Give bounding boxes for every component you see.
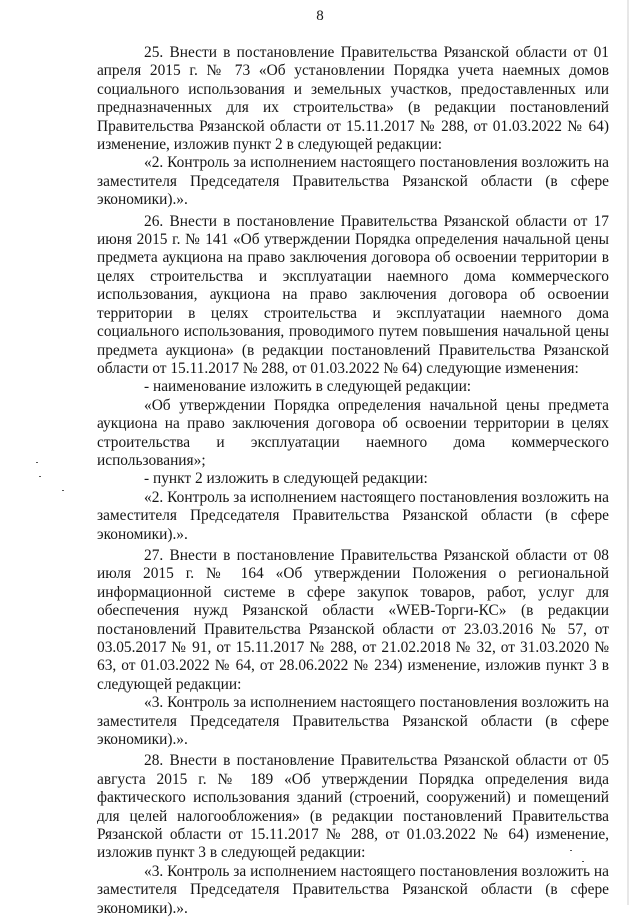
paragraph-item-27: 27. Внести в постановление Правительства Рязанской области от 08 июля 2015 г. № 164 «Об утверждении Положения о региональной информационной системе в сфере закупок товаров, работ, услуг для обеспечения нужд Рязанской области «WEB-Торги-КС» (в редакции постановлений Правительства Рязанской области от 23.03.2016 № 57, от 03.05.2017 № 91, от 15.11.2017 № 288, от 21.02.2018 № 32, от 31.03.2020 № 63, от 01.03.2022 № 64, от 28.06.2022 № 234) изменение, изложив пункт 3 в следующей редакции: [97, 546, 609, 693]
paragraph-quote-27: «3. Контроль за исполнением настоящего постановления возложить на заместителя Председателя Правительства Рязанской области (в сфере экономики).». [97, 694, 609, 749]
scan-speck [36, 462, 38, 463]
scan-speck [570, 850, 572, 851]
paragraph-quote-28: «3. Контроль за исполнением настоящего постановления возложить на заместителя Председателя Правительства Рязанской области (в сфере экономики).». [97, 862, 609, 917]
paragraph-item-25: 25. Внести в постановление Правительства Рязанской области от 01 апреля 2015 г. № 73 «Об установлении Порядка учета наемных домов социального использования и земельных участков, предоставленных или предназначенных для их строительства» (в редакции постановлений Правительства Рязанской области от 15.11.2017 № 288, от 01.03.2022 № 64) изменение, изложив пункт 2 в следующей редакции: [97, 44, 609, 154]
paragraph-dash-title: - наименование изложить в следующей редакции: [144, 378, 472, 396]
scan-edge-line [627, 0, 629, 905]
paragraph-item-26: 26. Внести в постановление Правительства Рязанской области от 17 июня 2015 г. № 141 «Об утверждении Порядка определения начальной цены предмета аукциона на право заключения договора об освоении территории в целях строительства и эксплуатации наемного дома коммерческого использования, аукциона на право заключения договора об освоении территории в целях строительства и эксплуатации наемного дома социального использования, проводимого путем повышения начальной цены предмета аукциона» (в редакции постановлений Правительства Рязанской области от 15.11.2017 № 288, от 01.03.2022 № 64) следующие изменения: [97, 212, 609, 377]
scan-speck [62, 490, 64, 491]
document-body [97, 44, 609, 918]
scan-speck [39, 476, 41, 477]
paragraph-item-28: 28. Внести в постановление Правительства Рязанской области от 05 августа 2015 г. № 189 «Об утверждении Порядка определения вида фактического использования зданий (строений, сооружений) и помещений для целей налогообложения» (в редакции постановлений Правительства Рязанской области от 15.11.2017 № 288, от 01.03.2022 № 64) изменение, изложив пункт 3 в следующей редакции: [97, 752, 609, 862]
paragraph-dash-point: - пункт 2 изложить в следующей редакции: [144, 470, 428, 488]
page-number: 8 [316, 8, 324, 24]
paragraph-quote-25: «2. Контроль за исполнением настоящего постановления возложить на заместителя Председателя Правительства Рязанской области (в сфере экономики).». [97, 154, 609, 209]
paragraph-quote-26-title: «Об утверждении Порядка определения начальной цены предмета аукциона на право заключения договора об освоении территории в целях строительства и эксплуатации наемного дома коммерческого использования»; [97, 396, 609, 469]
scan-speck [582, 861, 584, 862]
paragraph-quote-26-point: «2. Контроль за исполнением настоящего постановления возложить на заместителя Председателя Правительства Рязанской области (в сфере экономики).». [97, 488, 609, 543]
